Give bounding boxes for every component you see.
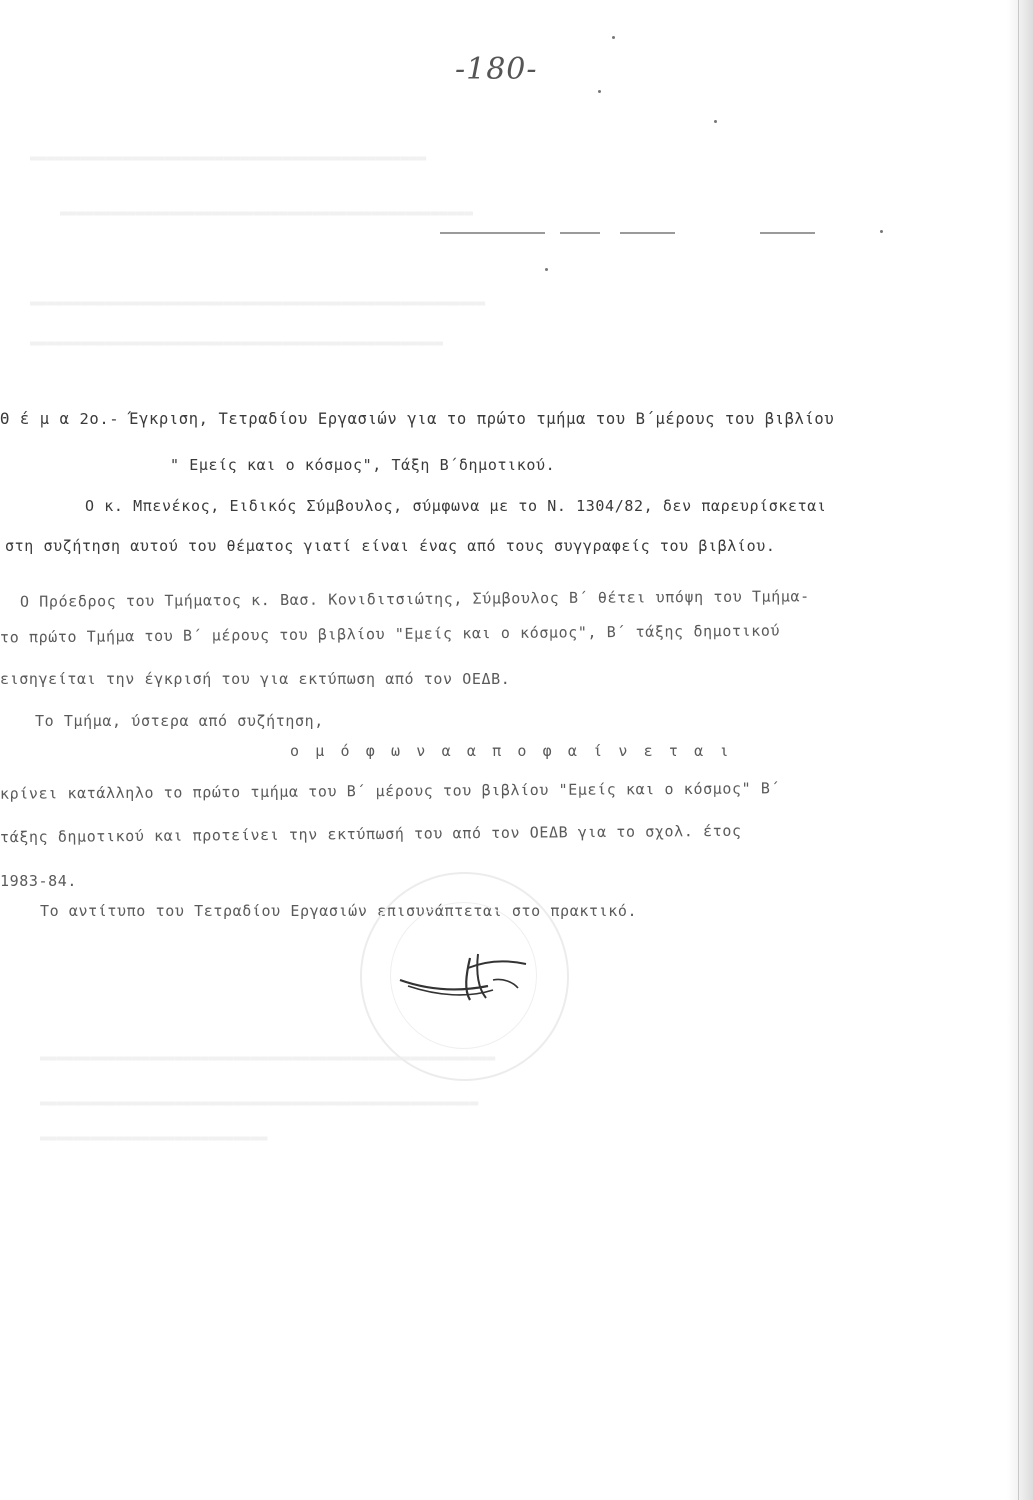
page-number: -180- bbox=[455, 52, 538, 87]
signature bbox=[398, 950, 548, 1020]
page-edge-shadow bbox=[1007, 0, 1033, 1500]
speck bbox=[612, 36, 615, 39]
paragraph-line: Ο κ. Μπενέκος, Ειδικός Σύμβουλος, σύμφωνα με το Ν. 1304/82, δεν παρευρίσκεται bbox=[85, 497, 827, 515]
bleed-through-text: ▬▬▬▬▬▬▬▬▬▬▬▬▬▬▬▬▬▬▬▬▬▬▬▬▬▬▬▬▬▬▬▬▬▬▬▬▬▬▬▬▬▬▬▬▬▬▬▬▬▬▬▬▬▬ bbox=[30, 295, 486, 311]
speck bbox=[880, 230, 883, 233]
page-edge-rule bbox=[1018, 0, 1019, 1500]
paragraph-line: 1983-84. bbox=[0, 872, 78, 890]
paragraph-line: κρίνει κατάλληλο το πρώτο τμήμα του Β΄ μέρους του βιβλίου "Εμείς και ο κόσμος" Β΄ bbox=[0, 779, 781, 803]
bleed-through-text: ▬▬▬▬▬▬▬▬▬▬▬▬▬▬▬▬▬▬▬▬▬▬▬▬▬▬▬▬▬▬▬▬▬▬▬▬▬▬▬▬▬▬▬▬▬▬▬ bbox=[30, 150, 427, 166]
speck bbox=[598, 90, 601, 93]
decision-word: ο μ ό φ ω ν α α π ο φ α ί ν ε τ α ι bbox=[290, 742, 730, 760]
bleed-through-text: ▬▬▬▬▬▬▬▬▬▬▬▬▬▬▬▬▬▬▬▬▬▬▬▬▬▬▬▬▬▬▬▬▬▬▬▬▬▬▬▬▬▬▬▬▬▬▬▬▬▬▬▬ bbox=[40, 1095, 479, 1111]
paragraph-line: Ο Πρόεδρος του Τμήματος κ. Βασ. Κονιδιτσιώτης, Σύμβουλος Β΄ θέτει υπόψη του Τμήμα- bbox=[19, 587, 810, 611]
paragraph-line: Το αντίτυπο του Τετραδίου Εργασιών επισυνάπτεται στο πρακτικό. bbox=[40, 902, 638, 920]
subject-continuation: " Εμείς και ο κόσμος", Τάξη Β΄δημοτικού. bbox=[170, 456, 556, 474]
separator-dash bbox=[440, 232, 545, 234]
subject-heading: Θ έ μ α 2ο.- Έγκριση, Τετραδίου Εργασιών για το πρώτο τμήμα του Β΄μέρους του βιβλίου bbox=[0, 410, 835, 428]
paragraph-line: εισηγείται την έγκρισή του για εκτύπωση από τον ΟΕΔΒ. bbox=[0, 670, 511, 688]
bleed-through-text: ▬▬▬▬▬▬▬▬▬▬▬▬▬▬▬▬▬▬▬▬▬▬▬▬▬▬▬▬▬▬▬▬▬▬▬▬▬▬▬▬▬▬▬▬▬▬▬▬▬▬▬▬▬▬ bbox=[40, 1050, 496, 1066]
separator-dash bbox=[760, 232, 815, 234]
bleed-through-text: ▬▬▬▬▬▬▬▬▬▬▬▬▬▬▬▬▬▬▬▬▬▬▬▬▬▬▬▬▬▬▬▬▬▬▬▬▬▬▬▬▬▬▬▬▬▬▬▬▬ bbox=[60, 205, 474, 221]
paragraph-line: το πρώτο Τμήμα του Β΄ μέρους του βιβλίου "Εμείς και ο κόσμος", Β΄ τάξης δημοτικού bbox=[0, 621, 781, 647]
speck bbox=[714, 120, 717, 123]
separator-dash bbox=[560, 232, 600, 234]
speck bbox=[545, 268, 548, 271]
paragraph-line: Το Τμήμα, ύστερα από συζήτηση, bbox=[35, 712, 324, 730]
bleed-through-text: ▬▬▬▬▬▬▬▬▬▬▬▬▬▬▬▬▬▬▬▬▬▬▬▬▬▬▬▬▬▬▬▬▬▬▬▬▬▬▬▬▬▬▬▬▬▬▬▬▬ bbox=[30, 335, 444, 351]
bleed-through-text: ▬▬▬▬▬▬▬▬▬▬▬▬▬▬▬▬▬▬▬▬▬▬▬▬▬▬▬ bbox=[40, 1130, 268, 1146]
paragraph-line: τάξης δημοτικού και προτείνει την εκτύπωσή του από τον ΟΕΔΒ για το σχολ. έτος bbox=[0, 821, 742, 847]
paragraph-line: στη συζήτηση αυτού του θέματος γιατί είναι ένας από τους συγγραφείς του βιβλίου. bbox=[5, 537, 776, 555]
separator-dash bbox=[620, 232, 675, 234]
